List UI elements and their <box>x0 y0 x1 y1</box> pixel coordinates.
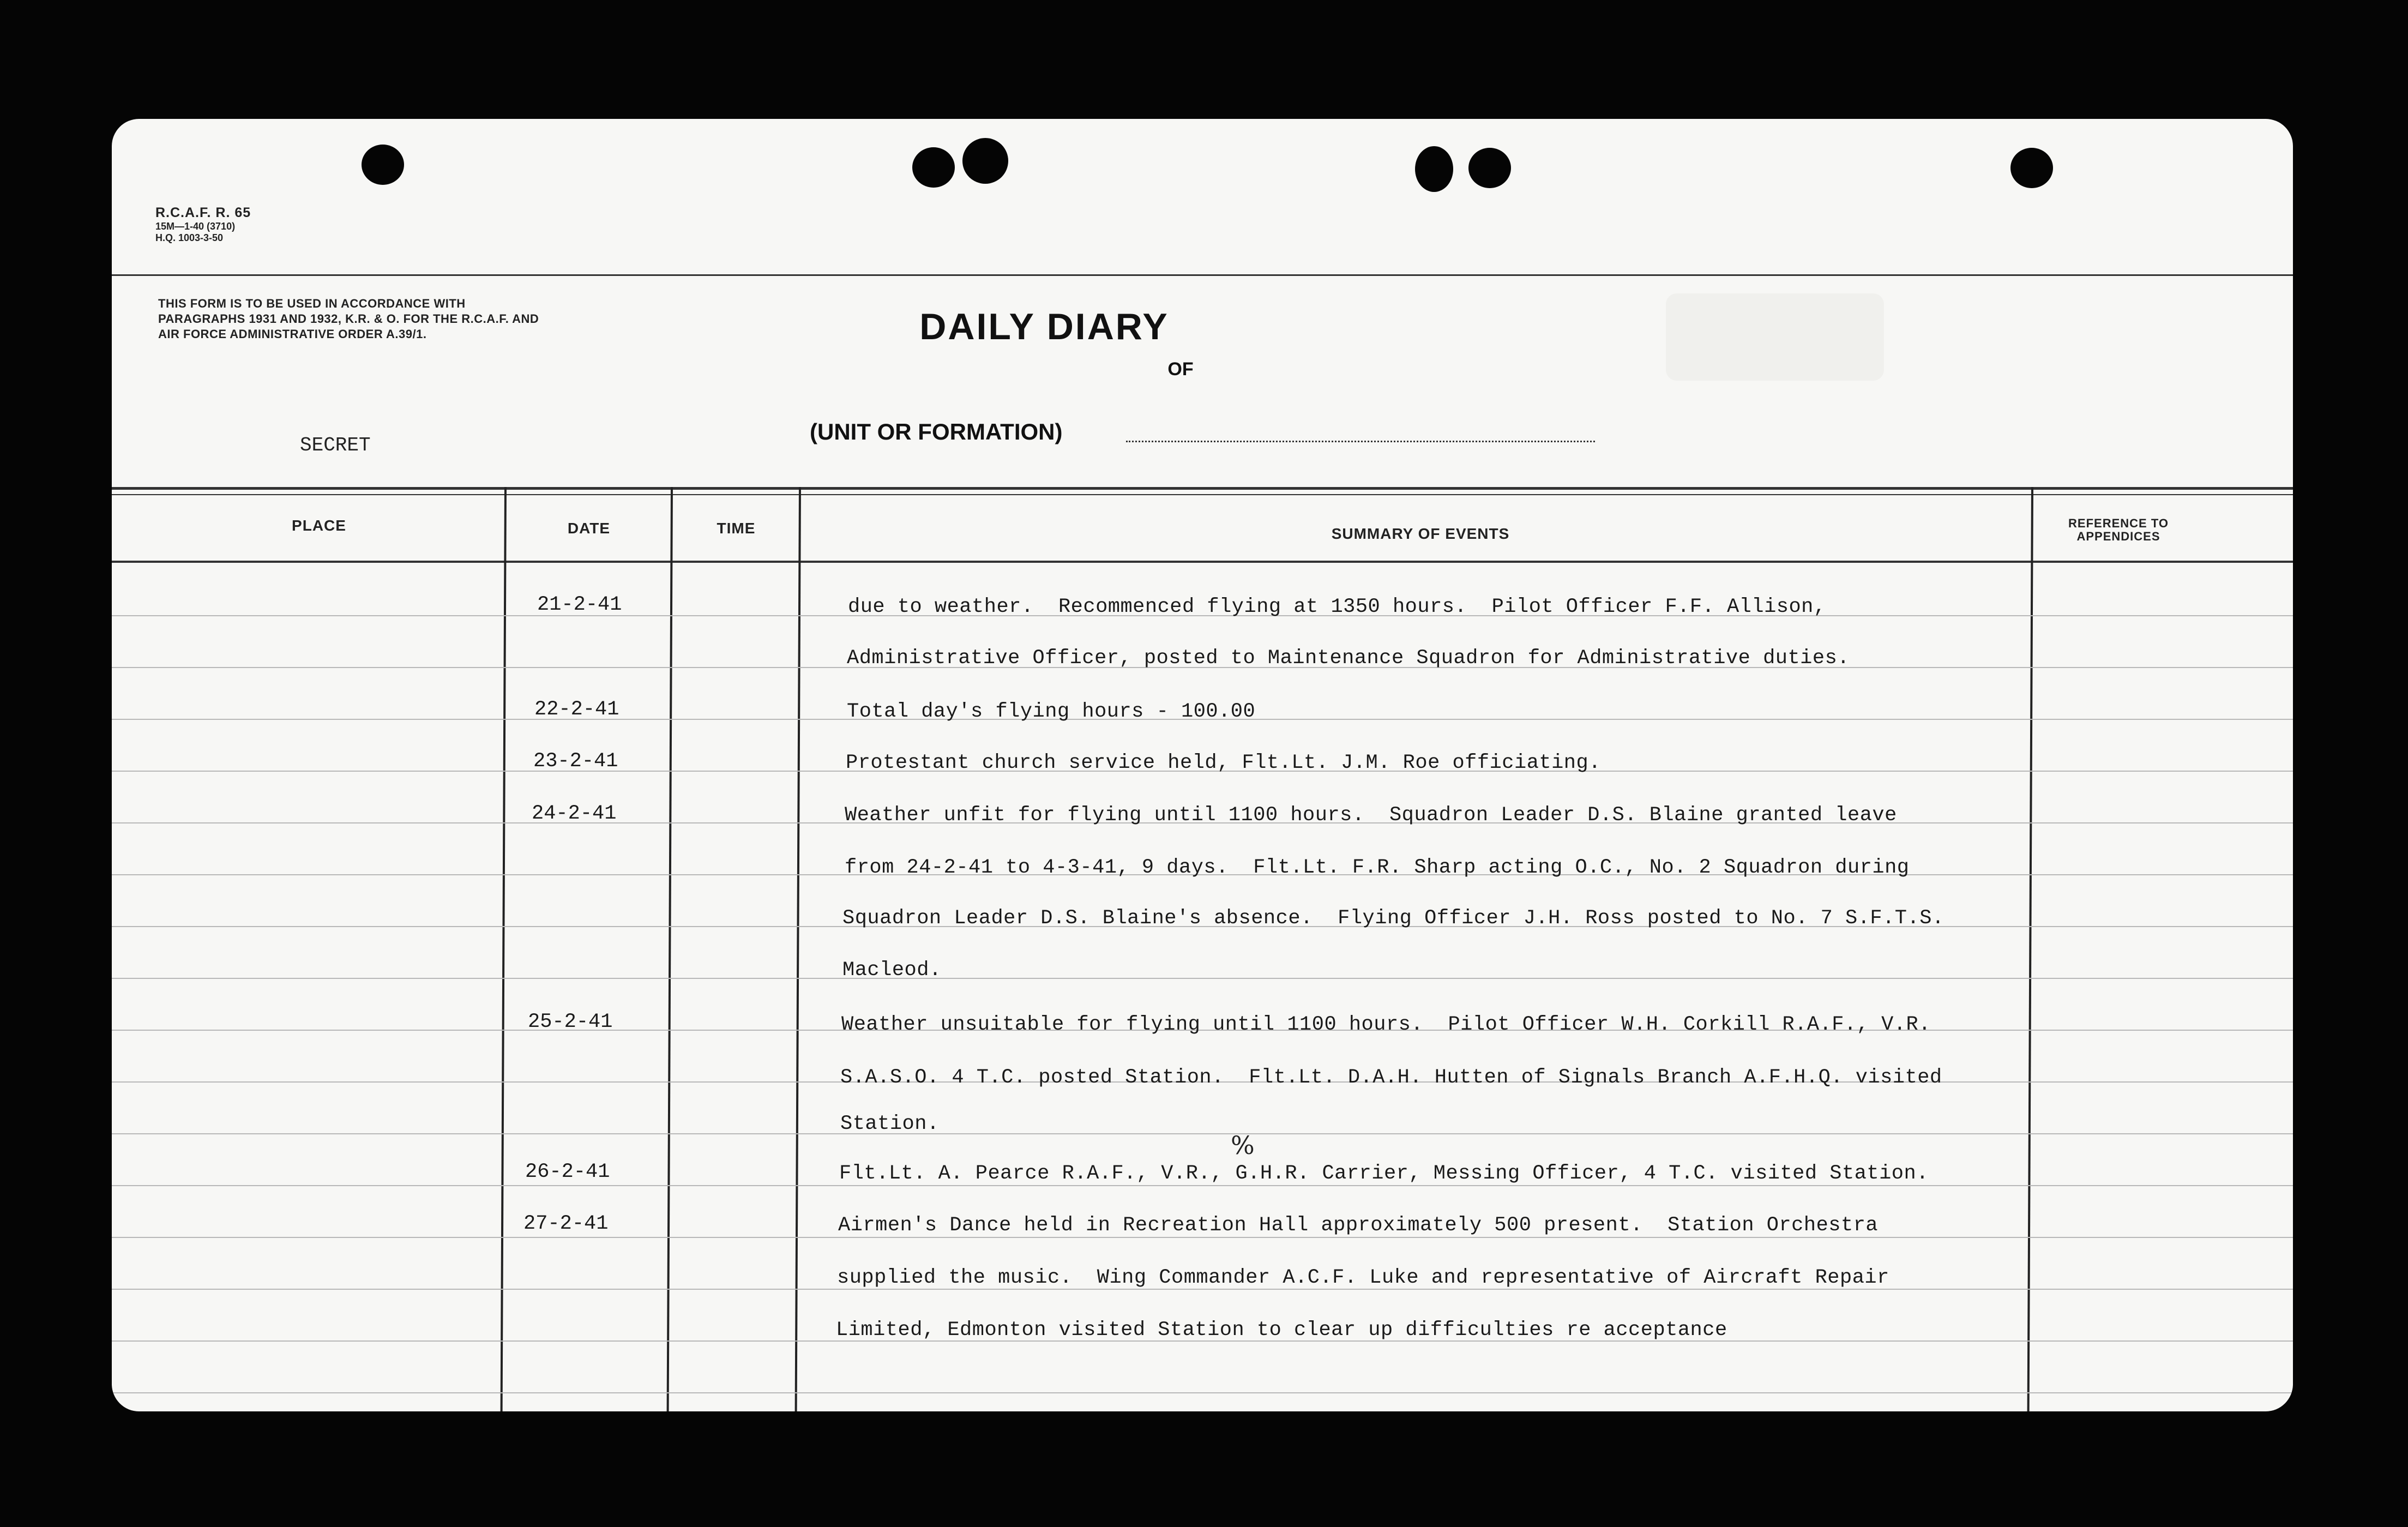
header-date: DATE <box>567 520 611 537</box>
handwritten-annotation: % <box>1231 1131 1255 1160</box>
summary-line: Squadron Leader D.S. Blaine's absence. Flying Officer J.H. Ross posted to No. 7 S.F.T.S. <box>842 907 1945 930</box>
summary-line: due to weather. Recommenced flying at 1350 hours. Pilot Officer F.F. Allison, <box>848 596 1826 618</box>
form-code-line: H.Q. 1003-3-50 <box>155 232 224 243</box>
table-top-border <box>112 487 2293 490</box>
header-bottom-border <box>112 561 2293 563</box>
row-ruling <box>112 1185 2293 1186</box>
summary-line: Weather unfit for flying until 1100 hours. Squadron Leader D.S. Blaine granted leave <box>845 804 1897 827</box>
row-ruling <box>112 978 2293 979</box>
summary-line: Airmen's Dance held in Recreation Hall approximately 500 present. Station Orchestra <box>838 1214 1879 1237</box>
header-rule <box>112 274 2293 276</box>
header-reference: REFERENCE TO APPENDICES <box>2068 516 2169 543</box>
page-title: DAILY DIARY <box>919 306 1169 347</box>
header-place: PLACE <box>292 517 346 534</box>
entry-date: 22-2-41 <box>534 698 619 721</box>
punch-hole <box>2010 148 2053 188</box>
summary-line: Weather unsuitable for flying until 1100 hours. Pilot Officer W.H. Corkill R.A.F., V.R. <box>841 1013 1931 1036</box>
form-code <box>155 205 251 244</box>
form-code-line: R.C.A.F. R. 65 <box>155 205 251 220</box>
summary-line: Limited, Edmonton visited Station to clear up difficulties re acceptance <box>836 1319 1727 1342</box>
classification-label: SECRET <box>300 434 371 456</box>
faint-stamp <box>1666 293 1884 381</box>
punch-hole <box>962 138 1008 184</box>
punch-hole <box>362 145 404 185</box>
summary-line: Macleod. <box>842 959 942 982</box>
column-divider <box>500 487 507 1411</box>
summary-line: supplied the music. Wing Commander A.C.F. Luke and representative of Aircraft Repair <box>837 1266 1889 1289</box>
punch-hole <box>912 147 955 188</box>
table-top-border-inner <box>112 494 2293 495</box>
punch-hole <box>1415 146 1453 192</box>
summary-line: Administrative Officer, posted to Maintenance Squadron for Administrative duties. <box>847 647 1850 670</box>
summary-line: Flt.Lt. A. Pearce R.A.F., V.R., G.H.R. Carrier, Messing Officer, 4 T.C. visited Station. <box>839 1162 1929 1185</box>
form-notice: THIS FORM IS TO BE USED IN ACCORDANCE WITH PARAGRAPHS 1931 AND 1932, K.R. & O. FOR THE R.C.A.F. AND AIR FORCE ADMINISTRATIVE ORDER A.39/1. <box>158 297 539 341</box>
summary-line: from 24-2-41 to 4-3-41, 9 days. Flt.Lt. F.R. Sharp acting O.C., No. 2 Squadron during <box>845 856 1910 879</box>
entry-date: 23-2-41 <box>533 750 618 773</box>
row-ruling <box>112 1392 2293 1393</box>
entry-date: 25-2-41 <box>528 1011 613 1033</box>
summary-line: Protestant church service held, Flt.Lt. J.M. Roe officiating. <box>846 752 1601 774</box>
title-of: OF <box>1167 359 1194 380</box>
row-ruling <box>112 1237 2293 1238</box>
entry-date: 27-2-41 <box>523 1212 609 1235</box>
column-divider <box>666 487 673 1411</box>
column-divider <box>794 487 801 1411</box>
unit-formation-field <box>1126 441 1595 442</box>
punch-hole <box>1468 148 1511 188</box>
diary-sheet <box>112 119 2293 1411</box>
entry-date: 26-2-41 <box>525 1161 610 1183</box>
header-summary: SUMMARY OF EVENTS <box>1331 525 1510 542</box>
unit-formation-label: (UNIT OR FORMATION) <box>810 419 1063 444</box>
entry-date: 24-2-41 <box>532 802 617 825</box>
summary-line: Total day's flying hours - 100.00 <box>847 700 1256 723</box>
form-code-line: 15M—1-40 (3710) <box>155 221 236 232</box>
entry-date: 21-2-41 <box>537 593 622 616</box>
summary-line: Station. <box>840 1113 940 1135</box>
summary-line: S.A.S.O. 4 T.C. posted Station. Flt.Lt. D.A.H. Hutten of Signals Branch A.F.H.Q. visited <box>840 1066 1942 1089</box>
row-ruling <box>112 1133 2293 1134</box>
header-time: TIME <box>717 520 756 537</box>
column-divider <box>2027 487 2033 1411</box>
